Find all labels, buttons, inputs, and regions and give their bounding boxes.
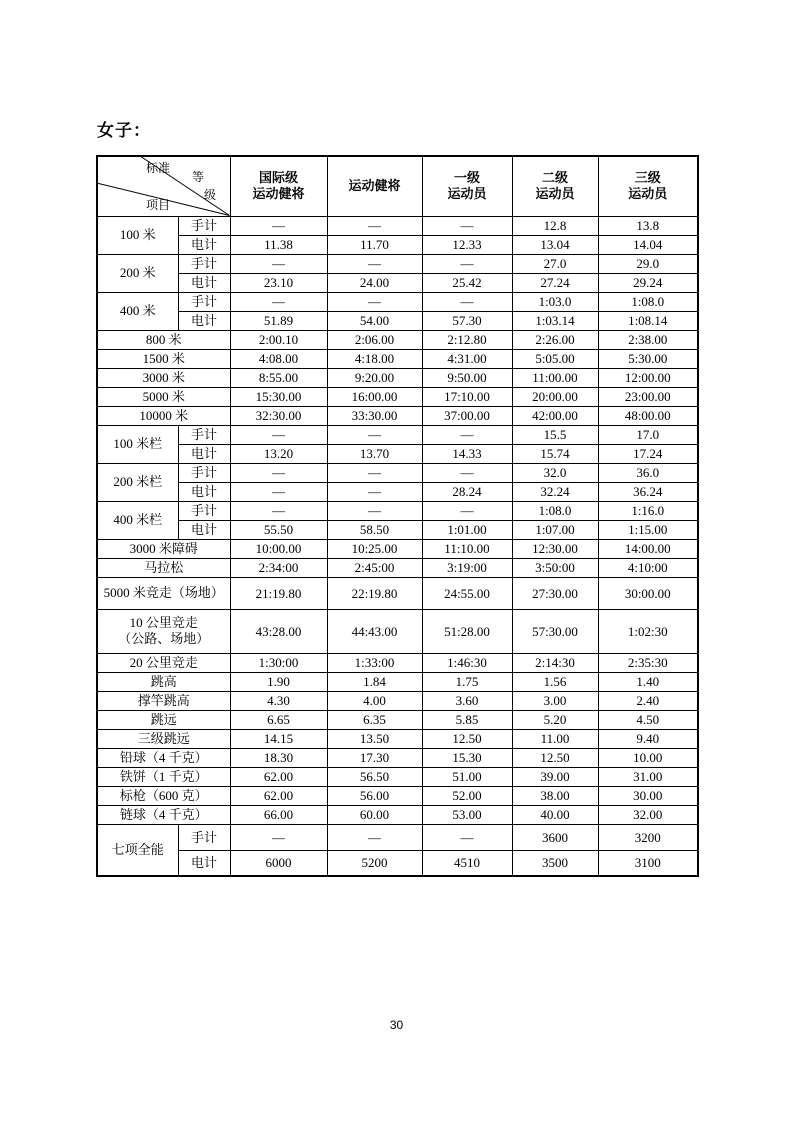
value-cell: 10.00 [598,748,698,767]
timing-label: 电计 [178,311,230,330]
value-cell: 27.24 [512,273,598,292]
value-cell: 2:38.00 [598,330,698,349]
value-cell: 54.00 [327,311,422,330]
value-cell: 14.04 [598,235,698,254]
value-cell: — [422,425,512,444]
value-cell: — [422,254,512,273]
value-cell: 11:00.00 [512,368,598,387]
event-label: 铅球（4 千克） [97,748,230,767]
event-label: 10000 米 [97,406,230,425]
value-cell: 12.50 [512,748,598,767]
table-row [97,311,698,330]
table-row [97,691,698,710]
value-cell: 4:08.00 [230,349,327,368]
event-label: 1500 米 [97,349,230,368]
value-cell: 28.24 [422,482,512,501]
value-cell: 36.24 [598,482,698,501]
table-row [97,501,698,520]
value-cell: — [327,463,422,482]
value-cell: 1.40 [598,672,698,691]
event-label: 七项全能 [97,824,178,876]
value-cell: 13.8 [598,216,698,235]
value-cell: 1.90 [230,672,327,691]
value-cell: 56.00 [327,786,422,805]
value-cell: 23:00.00 [598,387,698,406]
value-cell: 5:30.00 [598,349,698,368]
corner-label-standard: 标准 [146,161,171,175]
value-cell: — [230,482,327,501]
value-cell: 51.89 [230,311,327,330]
diagonal-corner-header [97,156,230,216]
page-number: 30 [389,1018,404,1032]
value-cell: — [422,216,512,235]
value-cell: 2:14:30 [512,653,598,672]
value-cell: 31.00 [598,767,698,786]
timing-label: 电计 [178,850,230,876]
value-cell: 39.00 [512,767,598,786]
table-row [97,748,698,767]
table-row [97,482,698,501]
value-cell: 11.00 [512,729,598,748]
value-cell: 5.20 [512,710,598,729]
event-label: 100 米 [97,216,178,254]
event-label: 铁饼（1 千克） [97,767,230,786]
value-cell: 16:00.00 [327,387,422,406]
timing-label: 手计 [178,824,230,850]
column-header-2: 运动健将 [327,156,422,216]
value-cell: 9:50.00 [422,368,512,387]
table-row [97,273,698,292]
table-row [97,805,698,824]
value-cell: — [422,824,512,850]
table-row [97,824,698,850]
value-cell: 3500 [512,850,598,876]
value-cell: 5:05.00 [512,349,598,368]
corner-label-grade-char2: 级 [204,188,217,202]
value-cell: 32.00 [598,805,698,824]
timing-label: 手计 [178,425,230,444]
timing-label: 手计 [178,463,230,482]
value-cell: 62.00 [230,786,327,805]
value-cell: 11:10.00 [422,539,512,558]
value-cell: 1:15.00 [598,520,698,539]
value-cell: 13.70 [327,444,422,463]
table-row [97,539,698,558]
timing-label: 手计 [178,216,230,235]
column-header-4: 二级 运动员 [512,156,598,216]
value-cell: 62.00 [230,767,327,786]
value-cell: — [327,254,422,273]
value-cell: 1:08.0 [598,292,698,311]
column-header-5: 三级 运动员 [598,156,698,216]
value-cell: 1:01.00 [422,520,512,539]
value-cell: 10:00.00 [230,539,327,558]
timing-label: 电计 [178,482,230,501]
value-cell: 1:08.14 [598,311,698,330]
table-row [97,767,698,786]
value-cell: 43:28.00 [230,609,327,653]
value-cell: — [327,216,422,235]
event-label: 马拉松 [97,558,230,577]
table-row [97,216,698,235]
value-cell: — [327,292,422,311]
value-cell: 2:26.00 [512,330,598,349]
value-cell: 4.50 [598,710,698,729]
value-cell: 1:07.00 [512,520,598,539]
event-label: 链球（4 千克） [97,805,230,824]
event-label: 3000 米障碍 [97,539,230,558]
value-cell: 58.50 [327,520,422,539]
value-cell: 30.00 [598,786,698,805]
value-cell: 2:12.80 [422,330,512,349]
table-row [97,520,698,539]
table-row [97,349,698,368]
value-cell: 11.38 [230,235,327,254]
value-cell: — [327,824,422,850]
event-label: 800 米 [97,330,230,349]
event-label: 400 米栏 [97,501,178,539]
table-row [97,444,698,463]
value-cell: 11.70 [327,235,422,254]
value-cell: 66.00 [230,805,327,824]
value-cell: 4510 [422,850,512,876]
value-cell: 1:30:00 [230,653,327,672]
value-cell: 15.30 [422,748,512,767]
corner-label-grade-char1: 等 [192,170,205,184]
timing-label: 电计 [178,235,230,254]
table-row [97,786,698,805]
value-cell: 48:00.00 [598,406,698,425]
table-row [97,330,698,349]
value-cell: 18.30 [230,748,327,767]
value-cell: 17.24 [598,444,698,463]
event-label: 三级跳远 [97,729,230,748]
value-cell: 1.84 [327,672,422,691]
value-cell: 24.00 [327,273,422,292]
table-row [97,850,698,876]
value-cell: 51.00 [422,767,512,786]
value-cell: — [230,292,327,311]
value-cell: — [327,425,422,444]
section-title: 女子： [97,121,151,140]
value-cell: 32.0 [512,463,598,482]
value-cell: 14:00.00 [598,539,698,558]
timing-label: 手计 [178,292,230,311]
value-cell: 4:10:00 [598,558,698,577]
value-cell: 55.50 [230,520,327,539]
value-cell: 2:35:30 [598,653,698,672]
value-cell: 15:30.00 [230,387,327,406]
value-cell: 38.00 [512,786,598,805]
value-cell: — [230,463,327,482]
value-cell: 1:08.0 [512,501,598,520]
value-cell: 13.50 [327,729,422,748]
value-cell: — [230,254,327,273]
value-cell: 25.42 [422,273,512,292]
timing-label: 手计 [178,501,230,520]
value-cell: 4.30 [230,691,327,710]
value-cell: 42:00.00 [512,406,598,425]
event-label: 5000 米 [97,387,230,406]
value-cell: 1:46:30 [422,653,512,672]
value-cell: 1:16.0 [598,501,698,520]
table-row [97,368,698,387]
event-label: 20 公里竞走 [97,653,230,672]
value-cell: 2:06.00 [327,330,422,349]
value-cell: 12:30.00 [512,539,598,558]
event-label: 100 米栏 [97,425,178,463]
event-label: 200 米栏 [97,463,178,501]
value-cell: 2:45:00 [327,558,422,577]
value-cell: 13.04 [512,235,598,254]
value-cell: 2.40 [598,691,698,710]
table-row [97,406,698,425]
value-cell: 3100 [598,850,698,876]
value-cell: 12:00.00 [598,368,698,387]
value-cell: 3:50:00 [512,558,598,577]
table-row [97,729,698,748]
value-cell: 52.00 [422,786,512,805]
value-cell: 2:34:00 [230,558,327,577]
value-cell: 21:19.80 [230,577,327,609]
value-cell: — [230,216,327,235]
value-cell: 3200 [598,824,698,850]
corner-label-item: 项目 [146,198,171,212]
value-cell: 44:43.00 [327,609,422,653]
value-cell: 24:55.00 [422,577,512,609]
table-row [97,254,698,273]
value-cell: 56.50 [327,767,422,786]
value-cell: 3.00 [512,691,598,710]
event-label: 400 米 [97,292,178,330]
table-row [97,558,698,577]
value-cell: — [230,824,327,850]
value-cell: 17:10.00 [422,387,512,406]
value-cell: 29.0 [598,254,698,273]
table-row [97,292,698,311]
value-cell: 22:19.80 [327,577,422,609]
value-cell: 4.00 [327,691,422,710]
value-cell: 14.33 [422,444,512,463]
event-label: 200 米 [97,254,178,292]
value-cell: 20:00.00 [512,387,598,406]
event-label: 跳高 [97,672,230,691]
value-cell: 29.24 [598,273,698,292]
value-cell: 3600 [512,824,598,850]
value-cell: 15.5 [512,425,598,444]
value-cell: 51:28.00 [422,609,512,653]
value-cell: 5.85 [422,710,512,729]
value-cell: 36.0 [598,463,698,482]
value-cell: 17.30 [327,748,422,767]
value-cell: — [422,292,512,311]
value-cell: — [230,425,327,444]
event-label: 5000 米竞走（场地） [97,577,230,609]
value-cell: 13.20 [230,444,327,463]
value-cell: 6.65 [230,710,327,729]
value-cell: 40.00 [512,805,598,824]
table-row [97,463,698,482]
value-cell: — [327,482,422,501]
value-cell: 1:02:30 [598,609,698,653]
value-cell: 32:30.00 [230,406,327,425]
value-cell: 17.0 [598,425,698,444]
value-cell: 30:00.00 [598,577,698,609]
value-cell: 15.74 [512,444,598,463]
value-cell: 1:03.0 [512,292,598,311]
value-cell: 3:19:00 [422,558,512,577]
timing-label: 手计 [178,254,230,273]
event-label: 标枪（600 克） [97,786,230,805]
table-row [97,387,698,406]
value-cell: 53.00 [422,805,512,824]
value-cell: — [327,501,422,520]
value-cell: — [230,501,327,520]
value-cell: 27:30.00 [512,577,598,609]
value-cell: 1.56 [512,672,598,691]
value-cell: 14.15 [230,729,327,748]
table-row [97,425,698,444]
table-row [97,577,698,609]
value-cell: 3.60 [422,691,512,710]
value-cell: 12.8 [512,216,598,235]
value-cell: 57.30 [422,311,512,330]
column-header-3: 一级 运动员 [422,156,512,216]
value-cell: 23.10 [230,273,327,292]
value-cell: 5200 [327,850,422,876]
value-cell: 32.24 [512,482,598,501]
event-label: 跳远 [97,710,230,729]
value-cell: 60.00 [327,805,422,824]
value-cell: 9.40 [598,729,698,748]
value-cell: 12.50 [422,729,512,748]
value-cell: 6000 [230,850,327,876]
value-cell: 33:30.00 [327,406,422,425]
event-label: 10 公里竞走 （公路、场地） [97,609,230,653]
table-row [97,672,698,691]
timing-label: 电计 [178,273,230,292]
value-cell: 4:31.00 [422,349,512,368]
value-cell: 27.0 [512,254,598,273]
value-cell: — [422,463,512,482]
value-cell: 1:03.14 [512,311,598,330]
timing-label: 电计 [178,520,230,539]
value-cell: — [422,501,512,520]
standards-table [96,155,699,877]
value-cell: 8:55.00 [230,368,327,387]
value-cell: 1:33:00 [327,653,422,672]
value-cell: 9:20.00 [327,368,422,387]
timing-label: 电计 [178,444,230,463]
event-label: 撑竿跳高 [97,691,230,710]
value-cell: 10:25.00 [327,539,422,558]
value-cell: 37:00.00 [422,406,512,425]
value-cell: 6.35 [327,710,422,729]
column-header-1: 国际级 运动健将 [230,156,327,216]
table-row [97,710,698,729]
table-row [97,653,698,672]
value-cell: 1.75 [422,672,512,691]
table-row [97,609,698,653]
value-cell: 2:00.10 [230,330,327,349]
table-row [97,235,698,254]
table-header-row [97,156,698,216]
value-cell: 4:18.00 [327,349,422,368]
value-cell: 12.33 [422,235,512,254]
event-label: 3000 米 [97,368,230,387]
value-cell: 57:30.00 [512,609,598,653]
